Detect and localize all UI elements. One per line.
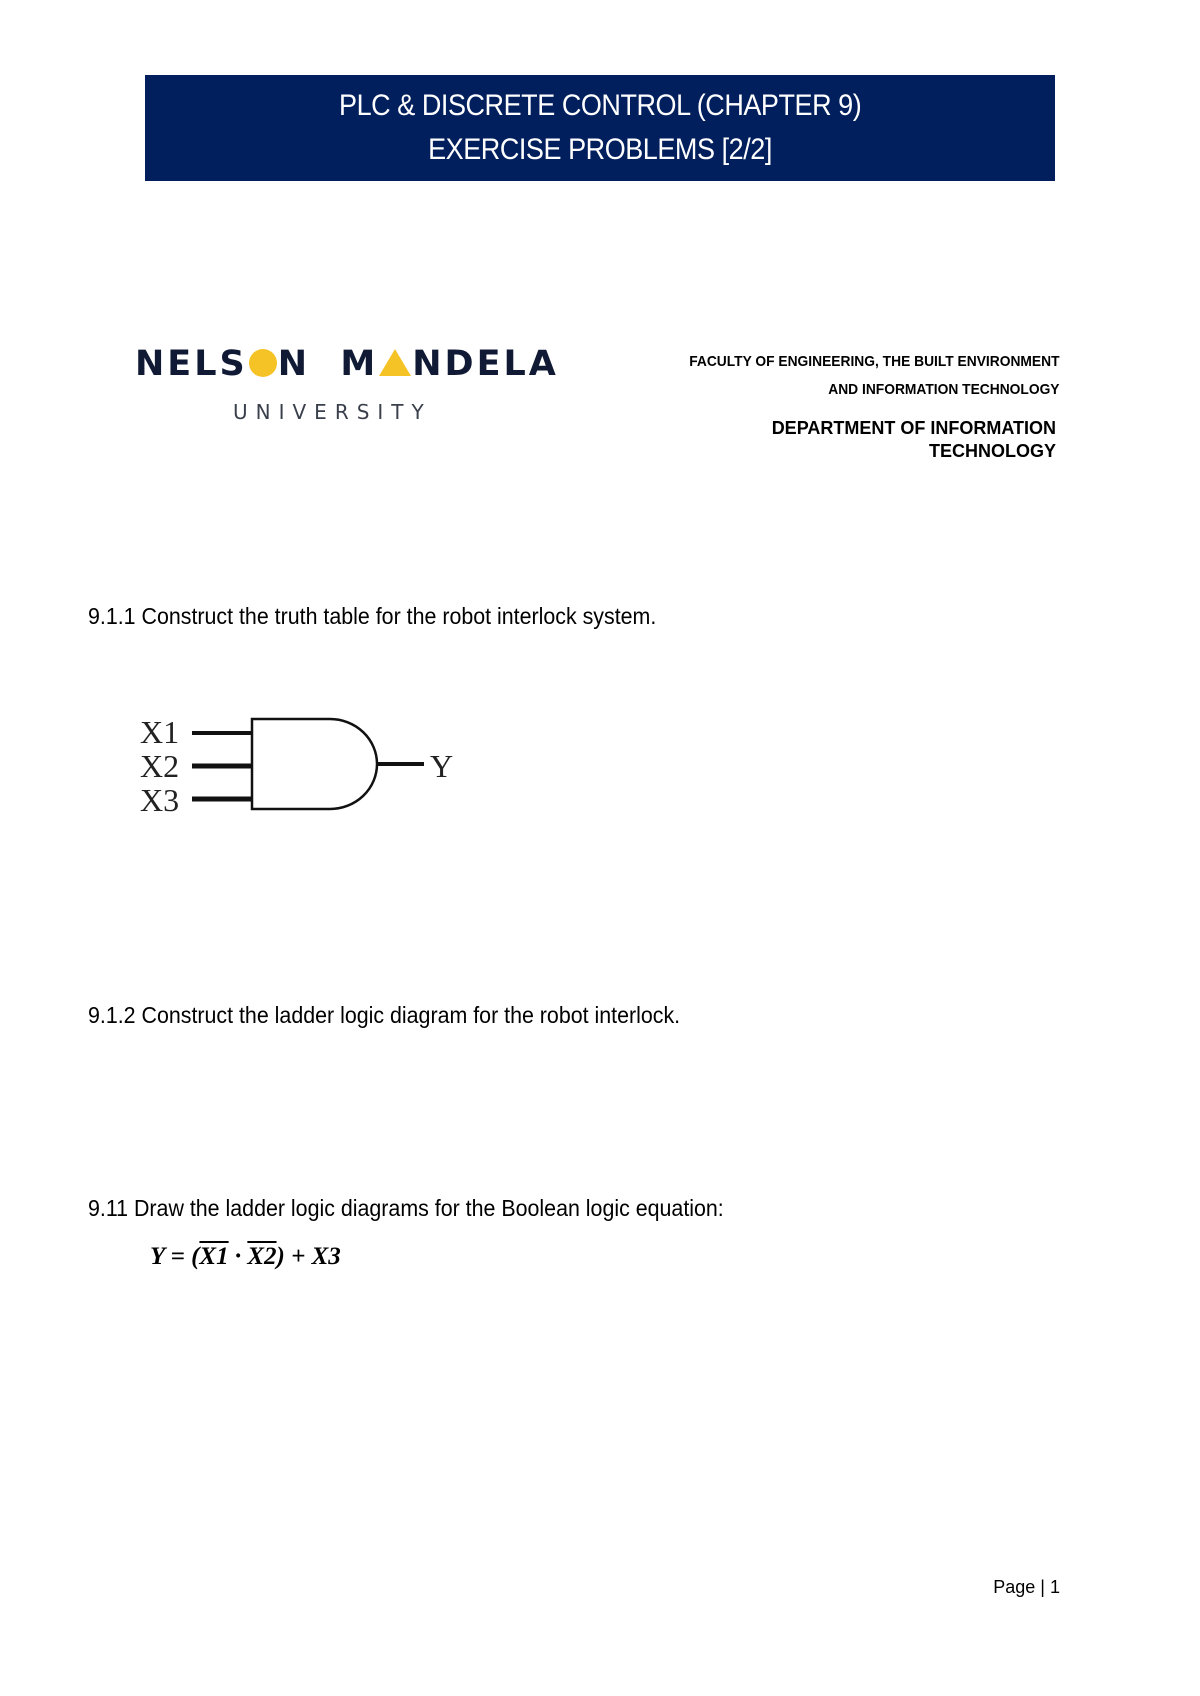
faculty-name: FACULTY OF ENGINEERING, THE BUILT ENVIRONMENT AND INFORMATION TECHNOLOGY: [689, 353, 1060, 398]
and-gate-diagram: [130, 705, 460, 825]
question-9-11: 9.11 Draw the ladder logic diagrams for the Boolean logic equation:: [88, 1195, 724, 1221]
title-banner: [145, 75, 1055, 181]
question-9-1-1: 9.1.1 Construct the truth table for the robot interlock system.: [88, 603, 657, 629]
logo-subtitle: UNIVERSITY: [233, 400, 432, 424]
page-number: Page | 1: [993, 1577, 1060, 1597]
title-line-2: EXERCISE PROBLEMS [2/2]: [428, 133, 772, 166]
logo-triangle-icon: [379, 349, 411, 376]
gate-input-x2-label: X2: [140, 748, 180, 784]
gate-input-x1-label: X1: [140, 714, 180, 750]
title-line-1: PLC & DISCRETE CONTROL (CHAPTER 9): [338, 89, 862, 122]
term-x1-not: X1: [199, 1243, 229, 1270]
gate-output-y-label: Y: [430, 748, 454, 784]
gate-input-x3-label: X3: [140, 782, 180, 818]
term-x2-not: X2: [247, 1243, 277, 1270]
department-name: DEPARTMENT OF INFORMATION TECHNOLOGY: [771, 418, 1056, 461]
question-9-1-2: 9.1.2 Construct the ladder logic diagram for the robot interlock.: [88, 1002, 681, 1028]
logo-circle-icon: [249, 349, 277, 377]
boolean-equation: Y = (X1 · X2) + X3: [150, 1243, 341, 1270]
university-logo: [135, 344, 559, 434]
logo-wordmark: NELS N M NDELA: [135, 344, 559, 384]
